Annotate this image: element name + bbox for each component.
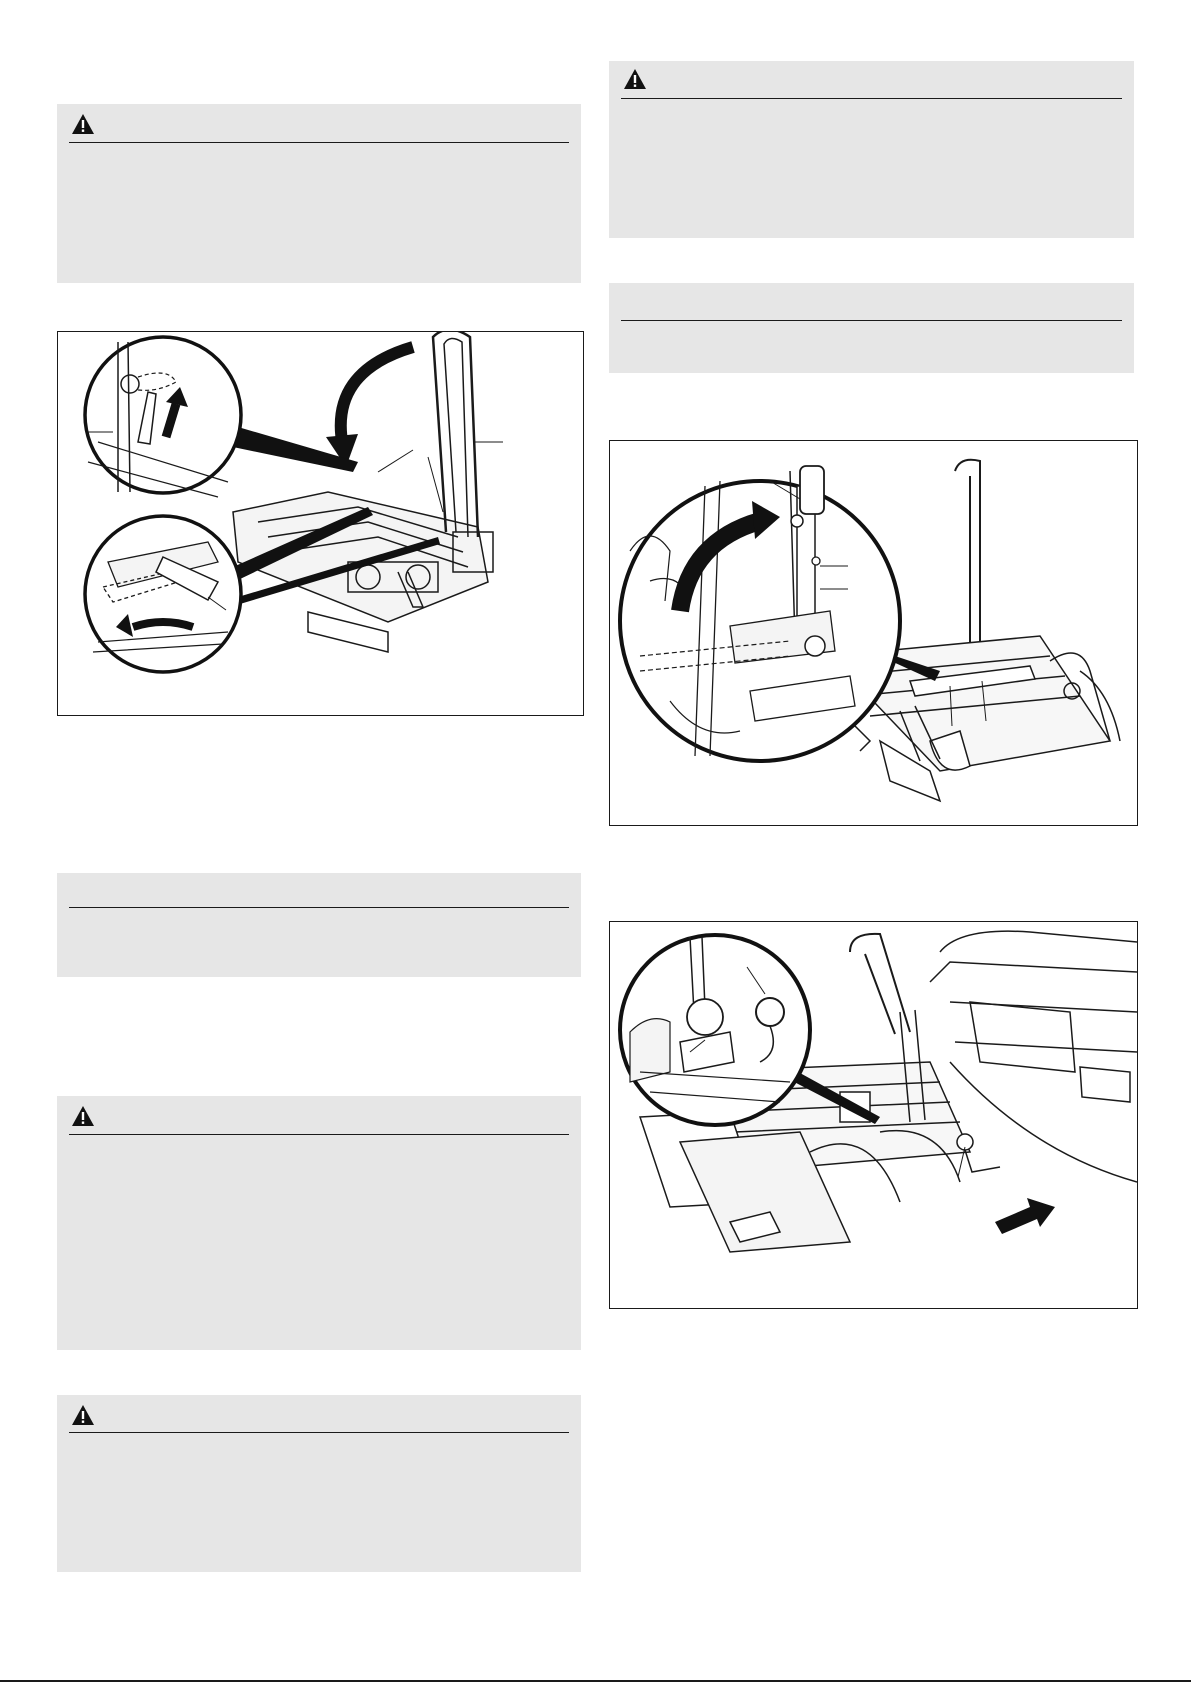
- figure-adjust-handle: [609, 440, 1138, 826]
- figure-mount-towbar: [609, 921, 1138, 1309]
- warning-box-1: [57, 104, 581, 283]
- tow-ball-icon: [957, 1134, 1000, 1177]
- zoom-inset-top: [85, 337, 241, 497]
- zoom-inset: [620, 466, 900, 761]
- zoom-inset-bottom: [85, 516, 241, 672]
- straight-arrow-icon: [995, 1198, 1055, 1234]
- warning-rule: [69, 1432, 569, 1433]
- note-box-2: [609, 283, 1134, 373]
- warning-rule: [69, 1134, 569, 1135]
- warning-rule: [69, 142, 569, 143]
- curved-arrow-icon: [341, 347, 413, 447]
- warning-triangle-icon: [623, 68, 647, 90]
- zoom-inset: [620, 935, 810, 1125]
- note-rule: [69, 907, 569, 908]
- figure-fold-frame: [57, 331, 584, 716]
- warning-triangle-icon: [71, 1105, 95, 1127]
- note-box-1: [57, 873, 581, 977]
- page-bottom-rule: [0, 1680, 1191, 1682]
- warning-box-4: [57, 1395, 581, 1572]
- warning-box-3: [57, 1096, 581, 1350]
- warning-triangle-icon: [71, 1404, 95, 1426]
- warning-box-2: [609, 61, 1134, 238]
- note-rule: [621, 320, 1122, 321]
- warning-rule: [621, 98, 1122, 99]
- warning-triangle-icon: [71, 113, 95, 135]
